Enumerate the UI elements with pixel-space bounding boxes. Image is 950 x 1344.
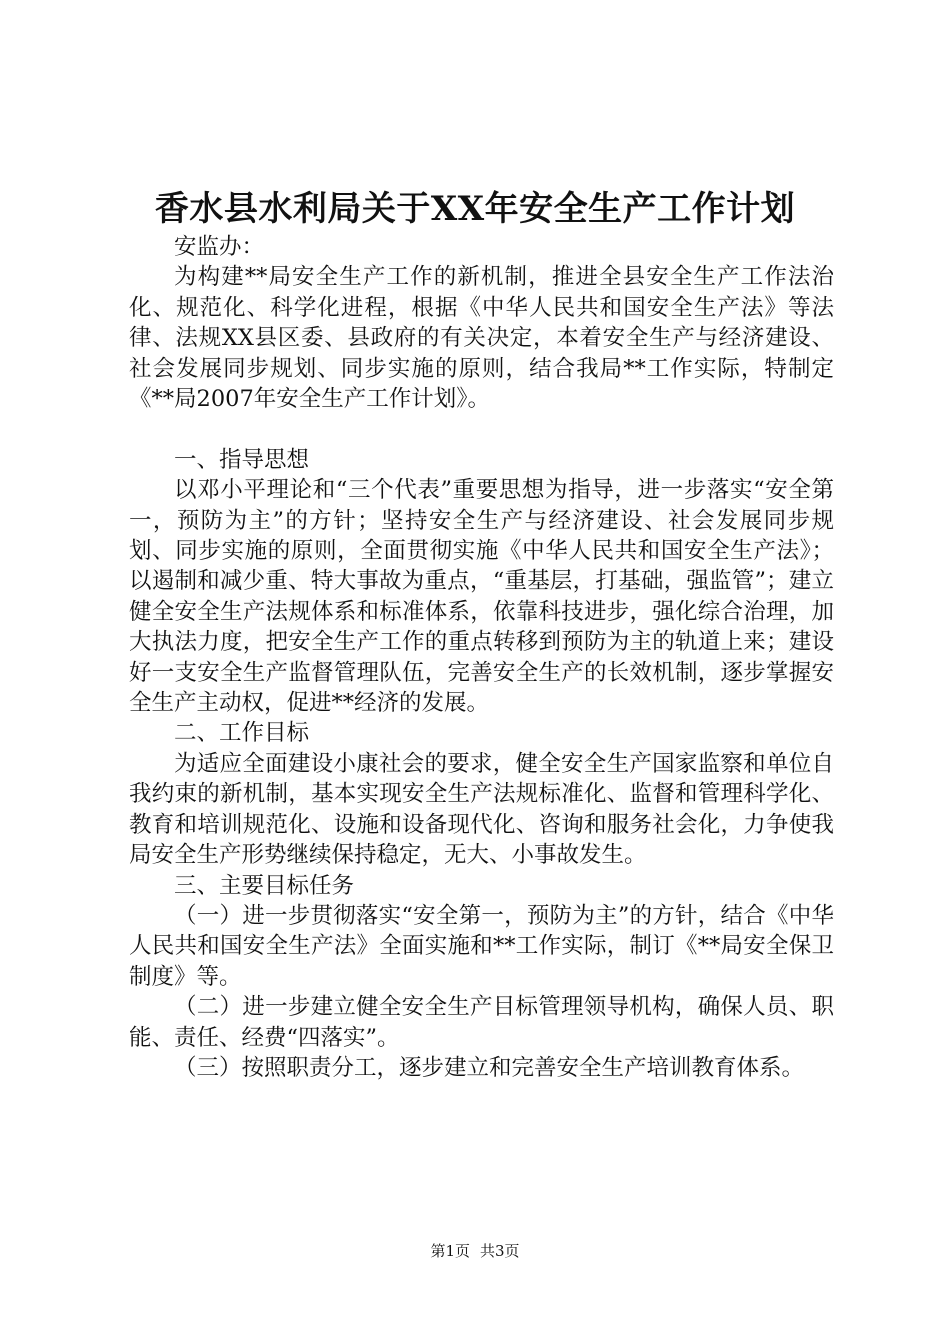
page-total: 共3页 xyxy=(480,1242,520,1260)
document-title: 香水县水利局关于XX年安全生产工作计划 xyxy=(154,189,796,229)
work-goals-paragraph: 为适应全面建设小康社会的要求，健全安全生产国家监察和单位自我约束的新机制，基本实现安全生产法规标准化、监督和管理科学化、教育和培训规范化、设施和设备现代化、咨询和服务社会化，力争使我局安全生产形势继续保持稳定，无大、小事故发生。 xyxy=(129,750,834,869)
task-item-3: （三）按照职责分工，逐步建立和完善安全生产培训教育体系。 xyxy=(174,1054,805,1081)
intro-paragraph: 为构建**局安全生产工作的新机制，推进全县安全生产工作法治化、规范化、科学化进程，根据《中华人民共和国安全生产法》等法律、法规XX县区委、县政府的有关决定，本着安全生产与经济建设、社会发展同步规划、同步实施的原则，结合我局**工作实际，特制定《**局2007年安全生产工作计划》。 xyxy=(129,264,834,413)
section-heading-guiding-ideology: 一、指导思想 xyxy=(174,446,310,473)
section-heading-main-tasks: 三、主要目标任务 xyxy=(174,872,355,899)
document-body xyxy=(129,232,834,1083)
guiding-ideology-paragraph: 以邓小平理论和“三个代表”重要思想为指导，进一步落实“安全第一，预防为主”的方针；坚持安全生产与经济建设、社会发展同步规划、同步实施的原则，全面贯彻实施《中华人民共和国安全生产法》；以遏制和减少重、特大事故为重点，“重基层，打基础，强监管”；建立健全安全生产法规体系和标准体系，依靠科技进步，强化综合治理，加大执法力度，把安全生产工作的重点转移到预防为主的轨道上来；建设好一支安全生产监督管理队伍，完善安全生产的长效机制，逐步掌握安全生产主动权，促进**经济的发展。 xyxy=(129,477,834,717)
task-item-2: （二）进一步建立健全安全生产目标管理领导机构，确保人员、职能、责任、经费“四落实”。 xyxy=(129,994,834,1051)
page-number: 第1页 xyxy=(430,1242,470,1260)
paragraph-spacer xyxy=(129,414,834,444)
section-heading-work-goals: 二、工作目标 xyxy=(174,720,310,747)
task-item-1: （一）进一步贯彻落实“安全第一，预防为主”的方针，结合《中华人民共和国安全生产法》全面实施和**工作实际，制订《**局安全保卫制度》等。 xyxy=(129,902,834,990)
salutation: 安监办： xyxy=(174,234,265,260)
page-footer xyxy=(0,1240,950,1262)
